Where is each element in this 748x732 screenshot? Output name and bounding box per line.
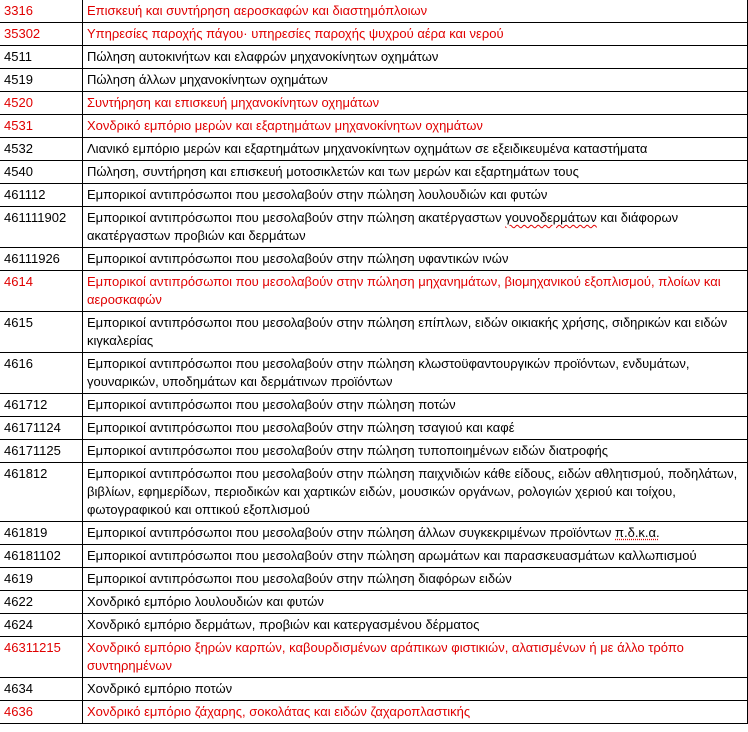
activity-code-cell: 4519 [0, 69, 83, 92]
activity-code-cell: 461712 [0, 394, 83, 417]
table-row [0, 545, 748, 568]
activity-description-cell: Εμπορικοί αντιπρόσωποι που μεσολαβούν στην πώληση ακατέργαστων γουνοδερμάτων και διάφορων ακατέργαστων προβιών και δερμάτων [83, 207, 748, 248]
activity-description-cell: Εμπορικοί αντιπρόσωποι που μεσολαβούν στην πώληση παιχνιδιών κάθε είδους, ειδών αθλητισμού, ποδηλάτων, βιβλίων, εφημερίδων, περιοδικών και χαρτικών ειδών, μουσικών οργάνων, ρολογιών χεριού και τοίχου, φωτογραφικού και οπτικού εξοπλισμού [83, 463, 748, 522]
table-row [0, 0, 748, 23]
table-row [0, 69, 748, 92]
activity-description-cell: Συντήρηση και επισκευή μηχανοκίνητων οχημάτων [83, 92, 748, 115]
activity-description-cell: Εμπορικοί αντιπρόσωποι που μεσολαβούν στην πώληση αρωμάτων και παρασκευασμάτων καλλωπισμού [83, 545, 748, 568]
activity-code-cell: 4520 [0, 92, 83, 115]
table-row [0, 115, 748, 138]
table-row [0, 46, 748, 69]
table-row [0, 614, 748, 637]
activity-description-cell: Χονδρικό εμπόριο μερών και εξαρτημάτων μηχανοκίνητων οχημάτων [83, 115, 748, 138]
table-row [0, 312, 748, 353]
activity-description-cell: Υπηρεσίες παροχής πάγου· υπηρεσίες παροχής ψυχρού αέρα και νερού [83, 23, 748, 46]
activity-description-cell: Εμπορικοί αντιπρόσωποι που μεσολαβούν στην πώληση μηχανημάτων, βιομηχανικού εξοπλισμού, πλοίων και αεροσκαφών [83, 271, 748, 312]
table-row [0, 678, 748, 701]
activity-description-cell: Εμπορικοί αντιπρόσωποι που μεσολαβούν στην πώληση ποτών [83, 394, 748, 417]
activity-code-cell: 4636 [0, 701, 83, 724]
activity-description-cell: Εμπορικοί αντιπρόσωποι που μεσολαβούν στην πώληση υφαντικών ινών [83, 248, 748, 271]
activity-description-cell: Εμπορικοί αντιπρόσωποι που μεσολαβούν στην πώληση λουλουδιών και φυτών [83, 184, 748, 207]
activity-description-cell: Πώληση, συντήρηση και επισκευή μοτοσικλετών και των μερών και εξαρτημάτων τους [83, 161, 748, 184]
activity-code-cell: 46171124 [0, 417, 83, 440]
activity-code-cell: 461111902 [0, 207, 83, 248]
activity-code-cell: 461819 [0, 522, 83, 545]
table-row [0, 440, 748, 463]
table-row [0, 591, 748, 614]
activity-code-cell: 4634 [0, 678, 83, 701]
activity-code-cell: 461112 [0, 184, 83, 207]
activity-description-cell: Εμπορικοί αντιπρόσωποι που μεσολαβούν στην πώληση κλωστοϋφαντουργικών προϊόντων, ενδυμάτων, γουναρικών, υποδημάτων και δερμάτινων προϊόντων [83, 353, 748, 394]
activity-description-cell: Λιανικό εμπόριο μερών και εξαρτημάτων μηχανοκίνητων οχημάτων σε εξειδικευμένα καταστήματα [83, 138, 748, 161]
activity-code-cell: 4511 [0, 46, 83, 69]
activity-code-cell: 46181102 [0, 545, 83, 568]
table-row [0, 92, 748, 115]
table-row [0, 271, 748, 312]
activity-description-cell: Εμπορικοί αντιπρόσωποι που μεσολαβούν στην πώληση επίπλων, ειδών οικιακής χρήσης, σιδηρικών και ειδών κιγκαλερίας [83, 312, 748, 353]
activity-code-cell: 46311215 [0, 637, 83, 678]
activity-code-cell: 4614 [0, 271, 83, 312]
activity-description-cell: Πώληση άλλων μηχανοκίνητων οχημάτων [83, 69, 748, 92]
table-row [0, 394, 748, 417]
activity-code-cell: 4532 [0, 138, 83, 161]
activity-description-cell: Εμπορικοί αντιπρόσωποι που μεσολαβούν στην πώληση τσαγιού και καφέ [83, 417, 748, 440]
activity-code-cell: 4615 [0, 312, 83, 353]
spellcheck-mark: π.δ.κ.α. [615, 525, 660, 540]
activity-description-cell: Χονδρικό εμπόριο ξηρών καρπών, καβουρδισμένων αράπικων φιστικιών, αλατισμένων ή με άλλο τρόπο συντηρημένων [83, 637, 748, 678]
table-row [0, 353, 748, 394]
activity-code-cell: 46111926 [0, 248, 83, 271]
table-row [0, 701, 748, 724]
table-row [0, 248, 748, 271]
table-row [0, 138, 748, 161]
activity-description-cell: Εμπορικοί αντιπρόσωποι που μεσολαβούν στην πώληση τυποποιημένων ειδών διατροφής [83, 440, 748, 463]
activity-code-cell: 461812 [0, 463, 83, 522]
table-row [0, 417, 748, 440]
activity-description-cell: Χονδρικό εμπόριο ποτών [83, 678, 748, 701]
activity-description-cell: Εμπορικοί αντιπρόσωποι που μεσολαβούν στην πώληση άλλων συγκεκριμένων προϊόντων π.δ.κ.α. [83, 522, 748, 545]
activity-code-cell: 4540 [0, 161, 83, 184]
table-row [0, 23, 748, 46]
activity-code-cell: 4624 [0, 614, 83, 637]
table-row [0, 463, 748, 522]
activity-code-cell: 35302 [0, 23, 83, 46]
activity-code-cell: 46171125 [0, 440, 83, 463]
activity-code-cell: 4622 [0, 591, 83, 614]
activity-description-cell: Χονδρικό εμπόριο λουλουδιών και φυτών [83, 591, 748, 614]
table-row [0, 207, 748, 248]
activity-description-cell: Επισκευή και συντήρηση αεροσκαφών και διαστημόπλοιων [83, 0, 748, 23]
table-row [0, 568, 748, 591]
table-row [0, 637, 748, 678]
activity-description-cell: Χονδρικό εμπόριο δερμάτων, προβιών και κατεργασμένου δέρματος [83, 614, 748, 637]
activity-code-cell: 4616 [0, 353, 83, 394]
activity-description-cell: Χονδρικό εμπόριο ζάχαρης, σοκολάτας και ειδών ζαχαροπλαστικής [83, 701, 748, 724]
activity-description-cell: Εμπορικοί αντιπρόσωποι που μεσολαβούν στην πώληση διαφόρων ειδών [83, 568, 748, 591]
table-row [0, 184, 748, 207]
activity-code-cell: 4619 [0, 568, 83, 591]
activity-code-cell: 4531 [0, 115, 83, 138]
activity-description-cell: Πώληση αυτοκινήτων και ελαφρών μηχανοκίνητων οχημάτων [83, 46, 748, 69]
table-row [0, 522, 748, 545]
table-row [0, 161, 748, 184]
activity-code-cell: 3316 [0, 0, 83, 23]
spellcheck-mark: γουνοδερμάτων [505, 210, 597, 225]
